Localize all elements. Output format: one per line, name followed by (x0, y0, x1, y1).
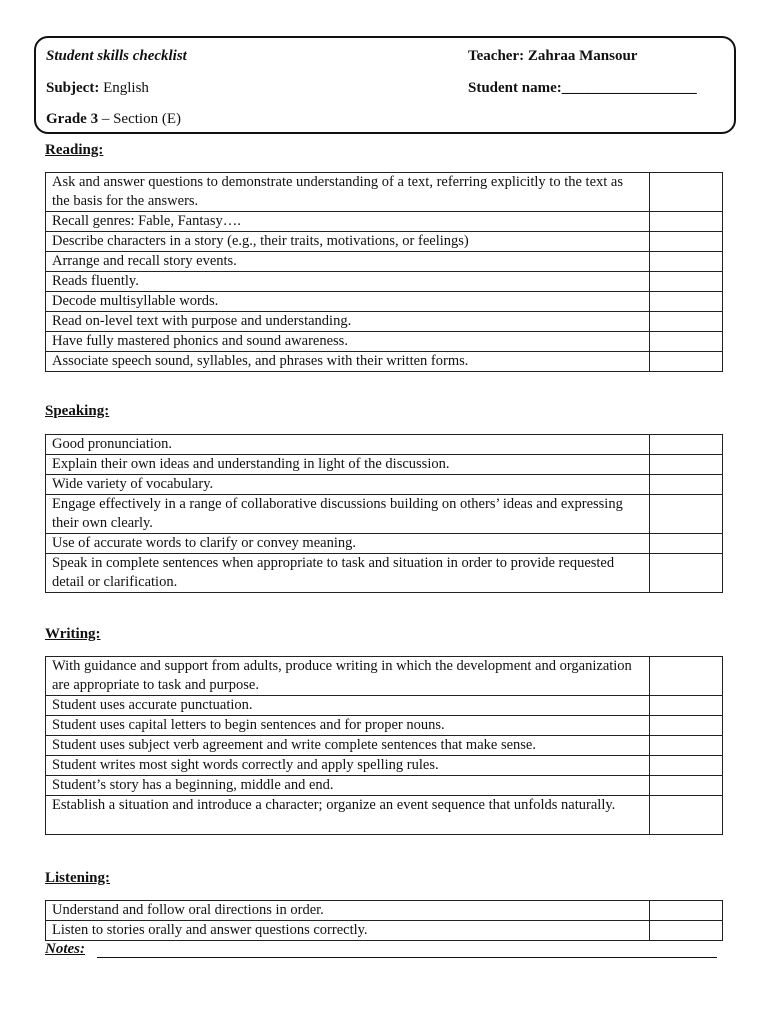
table-row (46, 716, 723, 736)
skill-text: Student uses capital letters to begin sentences and for proper nouns. (46, 716, 650, 736)
section-value: – Section (E) (101, 111, 181, 127)
skill-text: Student uses subject verb agreement and write complete sentences that make sense. (46, 736, 650, 756)
check-cell[interactable] (650, 455, 723, 475)
table-row (46, 796, 723, 835)
check-cell[interactable] (650, 475, 723, 495)
skill-text: Explain their own ideas and understanding in light of the discussion. (46, 455, 650, 475)
check-cell[interactable] (650, 232, 723, 252)
check-cell[interactable] (650, 696, 723, 716)
check-cell[interactable] (650, 554, 723, 593)
table-row (46, 435, 723, 455)
skill-text: Good pronunciation. (46, 435, 650, 455)
checklist-title: Student skills checklist (46, 48, 187, 64)
table-row (46, 352, 723, 372)
check-cell[interactable] (650, 716, 723, 736)
check-cell[interactable] (650, 495, 723, 534)
table-row (46, 252, 723, 272)
subject-value: English (103, 80, 149, 96)
table-row (46, 736, 723, 756)
skill-text: Student’s story has a beginning, middle and end. (46, 776, 650, 796)
skill-text: With guidance and support from adults, produce writing in which the development and organization are appropriate to task and purpose. (46, 657, 650, 696)
skill-text: Decode multisyllable words. (46, 292, 650, 312)
speaking-table (45, 434, 723, 593)
check-cell[interactable] (650, 212, 723, 232)
skill-text: Read on-level text with purpose and understanding. (46, 312, 650, 332)
reading-title: Reading: (45, 142, 104, 158)
header-box (34, 36, 736, 134)
grade-line (46, 111, 181, 128)
table-row (46, 534, 723, 554)
check-cell[interactable] (650, 173, 723, 212)
check-cell[interactable] (650, 292, 723, 312)
skill-text: Engage effectively in a range of collaborative discussions building on others’ ideas and expressing their own clearly. (46, 495, 650, 534)
table-row (46, 554, 723, 593)
table-row (46, 756, 723, 776)
table-row (46, 332, 723, 352)
skill-text: Speak in complete sentences when appropriate to task and situation in order to provide requested detail or clarification. (46, 554, 650, 593)
reading-table (45, 172, 723, 372)
table-row (46, 232, 723, 252)
table-row (46, 455, 723, 475)
table-row (46, 292, 723, 312)
skill-text: Reads fluently. (46, 272, 650, 292)
notes-label: Notes: (45, 941, 85, 957)
skill-text: Understand and follow oral directions in order. (46, 901, 650, 921)
table-row (46, 921, 723, 941)
check-cell[interactable] (650, 312, 723, 332)
check-cell[interactable] (650, 657, 723, 696)
check-cell[interactable] (650, 534, 723, 554)
writing-table (45, 656, 723, 835)
table-row (46, 495, 723, 534)
table-row (46, 173, 723, 212)
check-cell[interactable] (650, 272, 723, 292)
skill-text: Listen to stories orally and answer questions correctly. (46, 921, 650, 941)
listening-title: Listening: (45, 870, 111, 886)
student-name-field[interactable]: Student name:__________________ (468, 80, 697, 96)
skill-text: Student uses accurate punctuation. (46, 696, 650, 716)
table-row (46, 272, 723, 292)
skill-text: Recall genres: Fable, Fantasy…. (46, 212, 650, 232)
notes-underline (97, 957, 717, 958)
notes-line[interactable] (45, 941, 717, 959)
teacher-name: Teacher: Zahraa Mansour (468, 48, 638, 64)
check-cell[interactable] (650, 901, 723, 921)
skill-text: Ask and answer questions to demonstrate understanding of a text, referring explicitly to the text as the basis for the answers. (46, 173, 650, 212)
check-cell[interactable] (650, 756, 723, 776)
table-row (46, 696, 723, 716)
skill-text: Describe characters in a story (e.g., their traits, motivations, or feelings) (46, 232, 650, 252)
skill-text: Arrange and recall story events. (46, 252, 650, 272)
skill-text: Student writes most sight words correctly and apply spelling rules. (46, 756, 650, 776)
grade-label: Grade 3 (46, 111, 99, 127)
table-row (46, 657, 723, 696)
writing-title: Writing: (45, 626, 101, 642)
subject-line (46, 80, 149, 97)
check-cell[interactable] (650, 435, 723, 455)
table-row (46, 212, 723, 232)
skill-text: Have fully mastered phonics and sound awareness. (46, 332, 650, 352)
table-row (46, 475, 723, 495)
table-row (46, 776, 723, 796)
check-cell[interactable] (650, 252, 723, 272)
table-row (46, 312, 723, 332)
check-cell[interactable] (650, 332, 723, 352)
skill-text: Use of accurate words to clarify or convey meaning. (46, 534, 650, 554)
listening-table (45, 900, 723, 941)
check-cell[interactable] (650, 921, 723, 941)
table-row (46, 901, 723, 921)
speaking-title: Speaking: (45, 403, 110, 419)
skill-text: Establish a situation and introduce a character; organize an event sequence that unfolds naturally. (46, 796, 650, 835)
skill-text: Associate speech sound, syllables, and phrases with their written forms. (46, 352, 650, 372)
check-cell[interactable] (650, 736, 723, 756)
subject-label: Subject: (46, 80, 100, 96)
check-cell[interactable] (650, 796, 723, 835)
skill-text: Wide variety of vocabulary. (46, 475, 650, 495)
check-cell[interactable] (650, 352, 723, 372)
check-cell[interactable] (650, 776, 723, 796)
